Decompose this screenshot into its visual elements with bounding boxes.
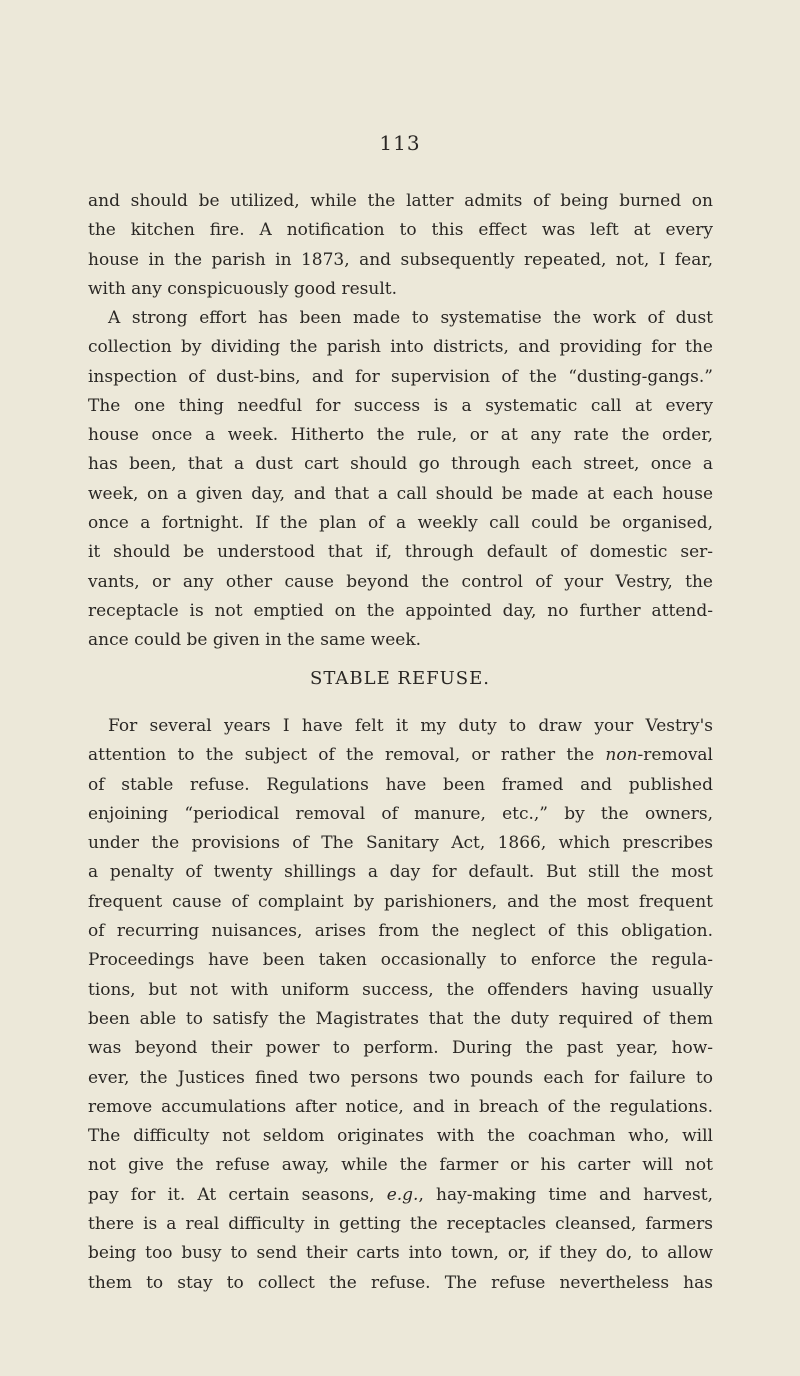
text-line: receptacle is not emptied on the appointed day, no further attend- [88, 600, 713, 621]
text-line: ever, the Justices fined two persons two pounds each for failure to [88, 1067, 713, 1088]
text-line: The difficulty not seldom originates with the coachman who, will [88, 1126, 713, 1147]
text-line: For several years I have felt it my duty to draw your Vestry's [108, 716, 713, 736]
text-line: under the provisions of The Sanitary Act, 1866, which prescribes [88, 833, 713, 854]
text-line: a penalty of twenty shillings a day for default. But still the most [88, 862, 713, 883]
text-run: , hay-making time and harvest, [418, 1184, 713, 1205]
text-line: being too busy to send their carts into town, or, if they do, to allow [88, 1243, 713, 1264]
text-line: Proceedings have been taken occasionally to enforce the regula- [88, 950, 713, 971]
text-line: ance could be given in the same week. [88, 630, 422, 651]
italic-word: e.g. [386, 1184, 419, 1205]
text-line: house once a week. Hitherto the rule, or at any rate the order, [88, 425, 713, 446]
text-line: has been, that a dust cart should go through each street, once a [88, 454, 713, 475]
text-line: there is a real difficulty in getting the receptacles cleansed, farmers [88, 1214, 713, 1235]
text-run: pay for it. At certain seasons, [88, 1184, 387, 1205]
text-line: with any conspicuously good result. [88, 278, 398, 299]
text-line: been able to satisfy the Magistrates that the duty required of them [88, 1008, 713, 1029]
text-line: not give the refuse away, while the farmer or his carter will not [88, 1155, 713, 1176]
text-line: inspection of dust-bins, and for supervision of the “dusting-gangs.” [88, 366, 713, 387]
text-line: was beyond their power to perform. During the past year, how- [88, 1038, 713, 1059]
text-run: attention to the subject of the removal, or rather the [88, 745, 606, 766]
text-line: tions, but not with uniform success, the offenders having usually [88, 979, 713, 1000]
text-line: week, on a given day, and that a call should be made at each house [88, 483, 713, 504]
section-heading: STABLE REFUSE. [310, 668, 490, 689]
text-line: frequent cause of complaint by parishioners, and the most frequent [88, 891, 713, 912]
italic-word: non [605, 745, 638, 766]
paragraph [88, 187, 713, 304]
text-line [88, 741, 713, 770]
text-line: collection by dividing the parish into districts, and providing for the [88, 337, 713, 358]
text-line: vants, or any other cause beyond the control of your Vestry, the [88, 571, 713, 592]
text-line: enjoining “periodical removal of manure, etc.,” by the owners, [88, 803, 713, 824]
text-line: of stable refuse. Regulations have been framed and published [88, 774, 713, 795]
paragraph [88, 304, 713, 656]
text-line: it should be understood that if, through default of domestic ser- [88, 542, 713, 563]
text-line: A strong effort has been made to systematise the work of dust [108, 308, 713, 328]
text-line: of recurring nuisances, arises from the neglect of this obligation. [88, 921, 713, 942]
page-number: 113 [379, 131, 421, 155]
text-line: and should be utilized, while the latter admits of being burned on [88, 191, 713, 211]
paragraph [88, 712, 713, 1298]
text-run: -removal [637, 745, 713, 766]
text-line: them to stay to collect the refuse. The refuse nevertheless has [88, 1272, 713, 1293]
text-line [88, 1181, 713, 1210]
text-line: The one thing needful for success is a systematic call at every [88, 395, 713, 416]
text-line: the kitchen fire. A notification to this effect was left at every [88, 220, 713, 241]
text-line: once a fortnight. If the plan of a weekly call could be organised, [88, 513, 713, 534]
text-line: remove accumulations after notice, and in breach of the regulations. [88, 1096, 713, 1117]
text-line: house in the parish in 1873, and subsequently repeated, not, I fear, [88, 249, 713, 270]
